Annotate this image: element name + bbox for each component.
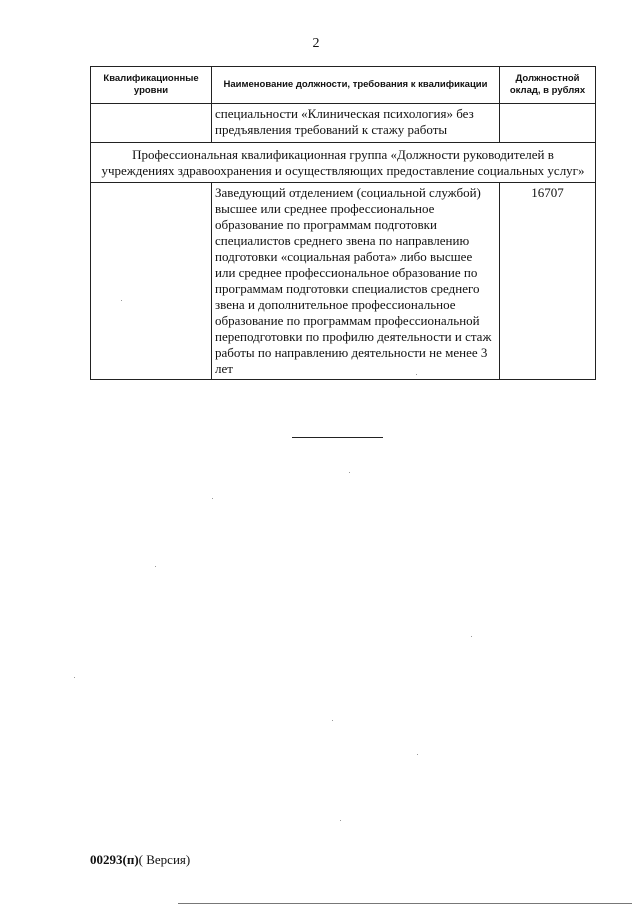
qualification-group-title: Профессиональная квалификационная группа «Должности руководителей в учреждениях здравоохранения и осуществляющих предоставление социальных услуг» [91, 143, 596, 183]
level-cell [91, 104, 212, 143]
salary-cell [500, 104, 596, 143]
page-number: 2 [312, 36, 320, 51]
scan-speck [212, 498, 213, 499]
requirements-cell: Заведующий отделением (социальной службой) высшее или среднее профессиональное образование по программам подготовки специалистов среднего звена по направлению подготовки «социальная работа» либо высшее или среднее профессиональное образование по программам подготовки специалистов среднего звена и дополнительное профессиональное образование по программам профессиональной переподготовки по профилю деятельности и стаж работы по направлению деятельности не менее 3 лет [212, 183, 500, 380]
table-row [91, 183, 596, 380]
document-code-number: 00293(п) [90, 852, 139, 867]
header-salary: Должностной оклад, в рублях [500, 67, 596, 104]
end-separator-line [292, 437, 383, 438]
qualification-table [90, 66, 596, 380]
scan-speck [332, 720, 333, 721]
scan-speck [471, 636, 472, 637]
scan-speck [416, 374, 417, 375]
scan-speck [349, 472, 350, 473]
table-row [91, 104, 596, 143]
requirements-cell: специальности «Клиническая психология» без предъявления требований к стажу работы [212, 104, 500, 143]
header-position-requirements: Наименование должности, требования к квалификации [212, 67, 500, 104]
document-code [90, 852, 190, 868]
scan-speck [340, 820, 341, 821]
scan-speck [74, 677, 75, 678]
table-header-row [91, 67, 596, 104]
scan-speck [121, 300, 122, 301]
salary-cell: 16707 [500, 183, 596, 380]
header-qualification-levels: Квалификационные уровни [91, 67, 212, 104]
scan-speck [417, 754, 418, 755]
group-row [91, 143, 596, 183]
scan-bottom-edge [178, 903, 632, 904]
level-cell [91, 183, 212, 380]
scan-speck [155, 566, 156, 567]
document-code-suffix: ( Версия) [138, 852, 191, 867]
